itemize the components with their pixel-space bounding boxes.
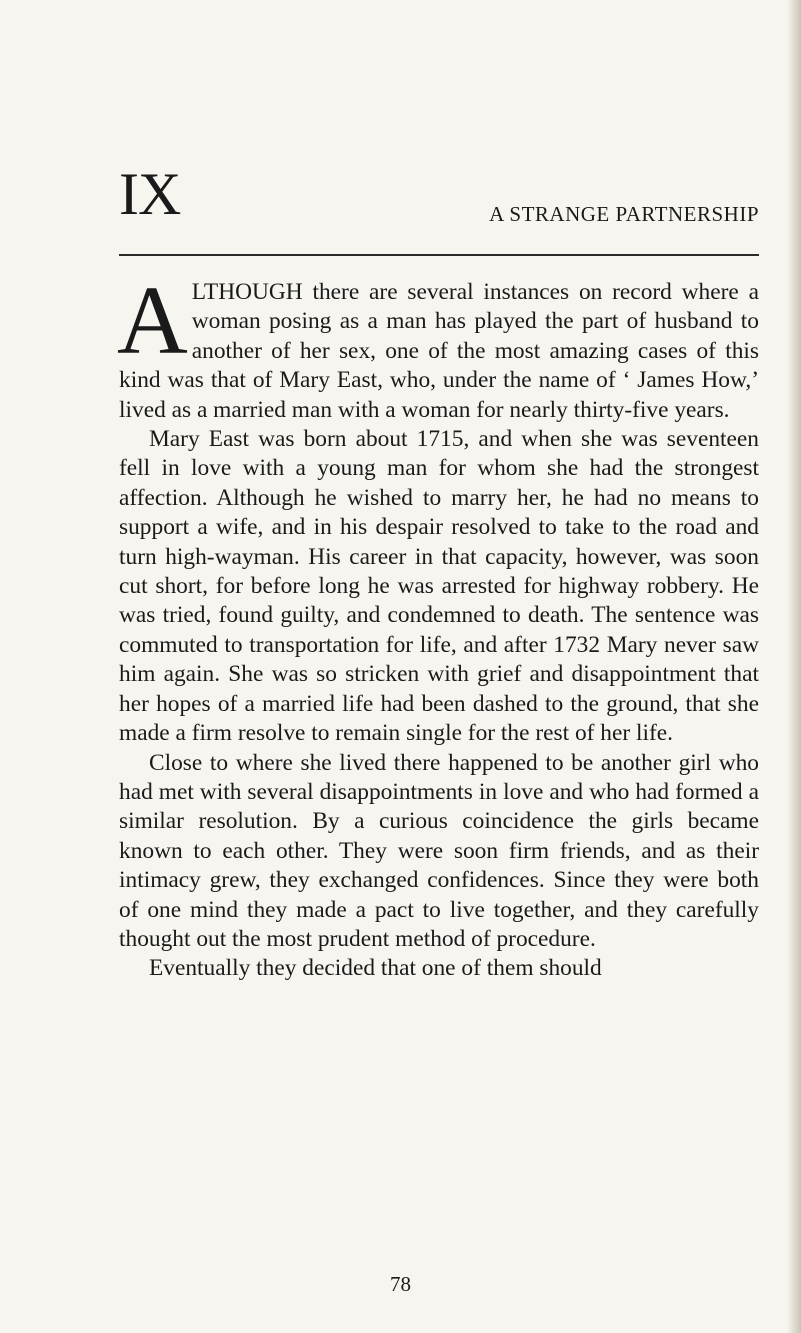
paragraph-3: Close to where she lived there happened to be another girl who had met with several disappointments in love and who had formed a similar resolution. By a curious coincidence the girls became known to each other. They were soon firm friends, and as their intimacy grew, they exchanged confidences. Since they were both of one mind they made a pact to live together, and they carefully thought out the most prudent method of procedure. xyxy=(119,749,759,952)
chapter-number: IX xyxy=(119,161,181,227)
paragraph-1 xyxy=(117,267,759,425)
title-rule xyxy=(119,254,759,256)
chapter-title: A STRANGE PARTNERSHIP xyxy=(489,202,759,226)
paragraph-4: Eventually they decided that one of them should xyxy=(149,955,602,982)
drop-cap: A xyxy=(117,267,188,375)
body-text xyxy=(117,267,759,984)
paragraph-2: Mary East was born about 1715, and when she was seventeen fell in love with a young man for whom she had the strongest affection. Although he wished to marry her, he had no means to support a wife, and in his despair resolved to take to the road and turn high‑wayman. His career in that capacity, however, was soon cut short, for before long he was arrested for highway robbery. He was tried, found guilty, and condemned to death. The sentence was commuted to transportation for life, and after 1732 Mary never saw him again. She was so stricken with grief and disappointment that her hopes of a married life had been dashed to the ground, that she made a firm resolve to remain single for the rest of her life. xyxy=(119,426,759,747)
paragraph-1-text: LTHOUGH there are several instances on record where a woman posing as a man has played the part of husband to another of her sex, one of the most amazing cases of this kind was that of Mary East, who, under the name of ‘ James How,’ lived as a married man with a woman for nearly thirty-five years. xyxy=(119,279,759,423)
page-edge-shadow xyxy=(787,0,801,1333)
page-number: 78 xyxy=(390,1272,411,1296)
